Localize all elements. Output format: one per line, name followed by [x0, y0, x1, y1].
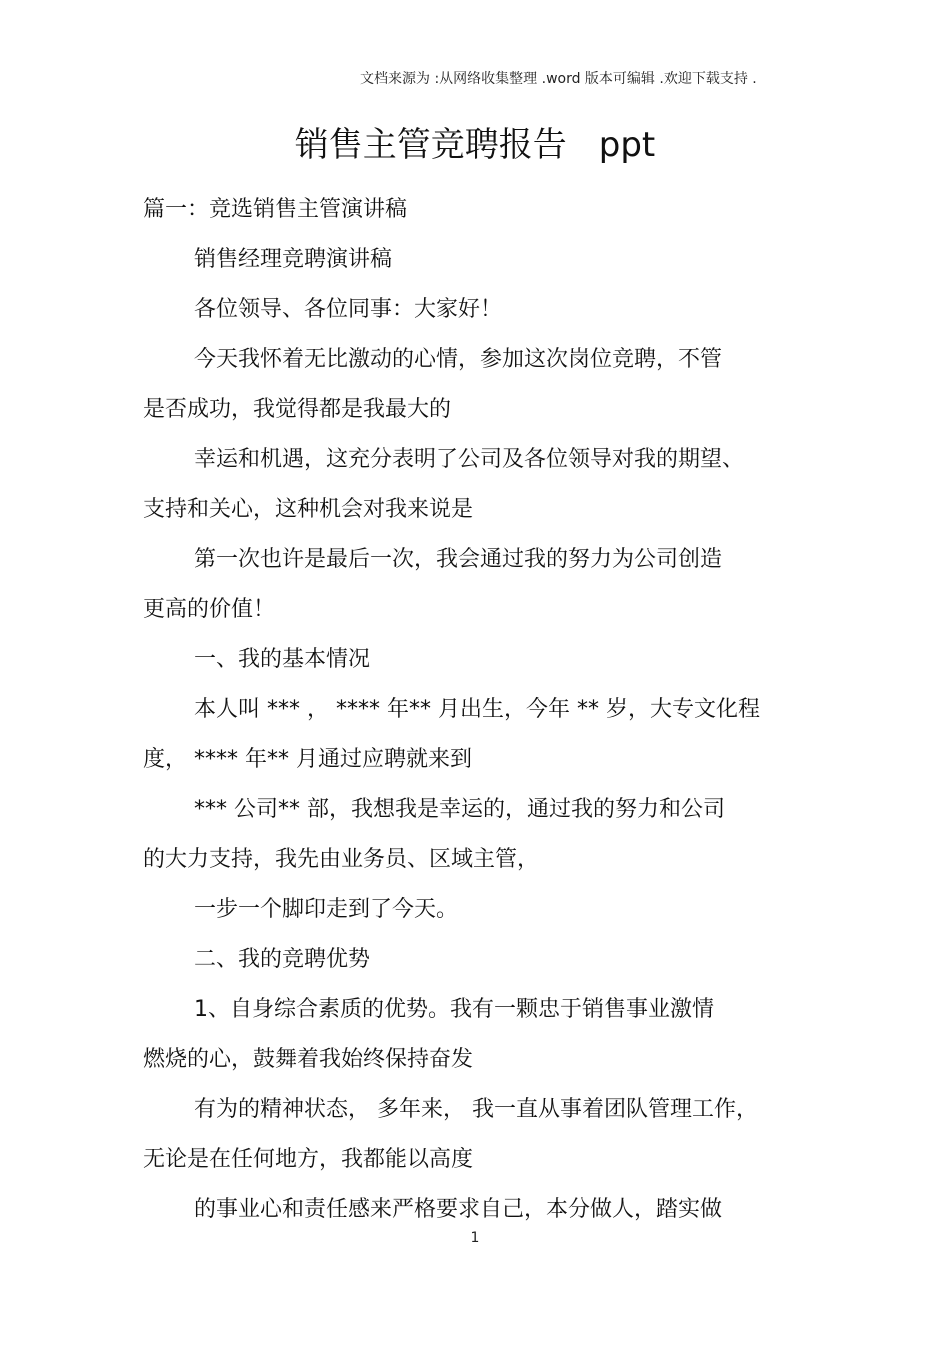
line-subheading: 二、我的竞聘优势 [194, 947, 371, 972]
page-number: 1 [470, 1230, 480, 1246]
line-paragraph: *** 公司** 部，我想我是幸运的，通过我的努力和公司 [194, 797, 725, 822]
line-paragraph: 更高的价值！ [143, 597, 276, 622]
title-main: 销售主管竞聘报告 [294, 125, 567, 165]
line-paragraph: 幸运和机遇，这充分表明了公司及各位领导对我的期望、 [194, 447, 745, 472]
line-paragraph: 度， **** 年** 月通过应聘就来到 [143, 747, 472, 772]
document-title [0, 122, 950, 168]
line-paragraph: 无论是在任何地方，我都能以高度 [143, 1147, 474, 1172]
line-paragraph: 是否成功，我觉得都是我最大的 [143, 397, 452, 422]
page-header: 文档来源为 :从网络收集整理 .word 版本可编辑 .欢迎下载支持 . [360, 71, 757, 87]
line-section-heading: 篇一：竞选销售主管演讲稿 [143, 197, 408, 222]
line-speech-title: 销售经理竞聘演讲稿 [194, 247, 393, 272]
line-paragraph: 的事业心和责任感来严格要求自己，本分做人，踏实做 [194, 1197, 723, 1222]
line-subheading: 一、我的基本情况 [194, 647, 371, 672]
title-suffix: ppt [598, 125, 656, 165]
line-greeting: 各位领导、各位同事：大家好！ [194, 297, 503, 322]
line-paragraph: 支持和关心，这种机会对我来说是 [143, 497, 474, 522]
line-paragraph: 有为的精神状态， 多年来， 我一直从事着团队管理工作， [194, 1097, 758, 1122]
line-paragraph: 第一次也许是最后一次，我会通过我的努力为公司创造 [194, 547, 723, 572]
line-paragraph: 今天我怀着无比激动的心情，参加这次岗位竞聘，不管 [194, 347, 723, 372]
line-paragraph: 本人叫 *** ， **** 年** 月出生，今年 ** 岁，大专文化程 [194, 697, 760, 722]
line-paragraph: 一步一个脚印走到了今天。 [194, 897, 459, 922]
line-paragraph: 1、自身综合素质的优势。我有一颗忠于销售事业激情 [194, 997, 714, 1022]
line-paragraph: 的大力支持，我先由业务员、区域主管， [143, 847, 540, 872]
body-text [143, 185, 793, 1235]
line-paragraph: 燃烧的心，鼓舞着我始终保持奋发 [143, 1047, 474, 1072]
